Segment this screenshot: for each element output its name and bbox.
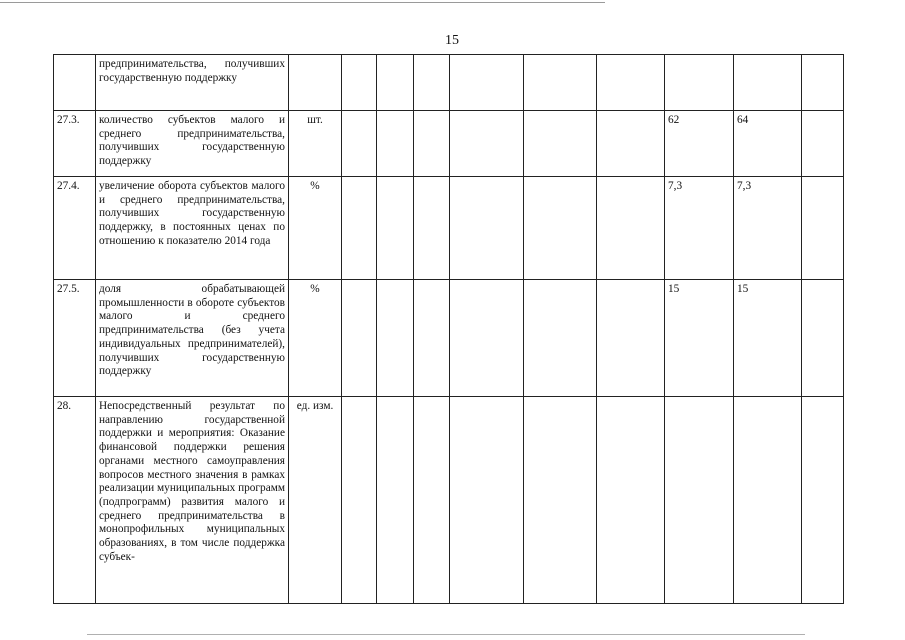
row-unit: % — [289, 177, 342, 280]
row-value-b: 7,3 — [734, 177, 802, 280]
row-value-b — [734, 397, 802, 604]
row-value-a: 62 — [665, 111, 734, 177]
table-row — [54, 55, 844, 111]
row-description: доля обрабатывающей промышленности в обороте субъектов малого и среднего предпринимательства (без учета индивидуальных предпринимателей), получивших государственную поддержку — [96, 280, 289, 397]
row-number: 27.5. — [54, 280, 96, 397]
row-unit: % — [289, 280, 342, 397]
row-value-a — [665, 397, 734, 604]
row-description: количество субъектов малого и среднего предпринимательства, получивших государственную поддержку — [96, 111, 289, 177]
table-row — [54, 111, 844, 177]
row-value-b: 15 — [734, 280, 802, 397]
row-unit: шт. — [289, 111, 342, 177]
row-value-b: 64 — [734, 111, 802, 177]
row-number: 28. — [54, 397, 96, 604]
row-unit: ед. изм. — [289, 397, 342, 604]
table-row — [54, 397, 844, 604]
row-value-b — [734, 55, 802, 111]
top-rule — [0, 2, 605, 3]
table-row — [54, 177, 844, 280]
row-number: 27.3. — [54, 111, 96, 177]
row-description: увеличение оборота субъектов малого и среднего предпринимательства, получивших государственную поддержку, в постоянных ценах по отношению к показателю 2014 года — [96, 177, 289, 280]
row-value-a: 15 — [665, 280, 734, 397]
indicator-table — [53, 54, 844, 604]
row-number: 27.4. — [54, 177, 96, 280]
row-description: предпринимательства, получивших государственную поддержку — [96, 55, 289, 111]
row-value-a: 7,3 — [665, 177, 734, 280]
row-description: Непосредственный результат по направлению государственной поддержки и мероприятия: Оказание финансовой поддержки решения органами местного самоуправления вопросов местного значения в рамках реализации муниципальных программ (подпрограмм) развития малого и среднего предпринимательства в монопрофильных муниципальных образованиях, в том числе поддержка субъек- — [96, 397, 289, 604]
row-number — [54, 55, 96, 111]
page-number: 15 — [445, 33, 459, 48]
bottom-rule — [87, 634, 805, 635]
row-unit — [289, 55, 342, 111]
row-value-a — [665, 55, 734, 111]
table-row — [54, 280, 844, 397]
